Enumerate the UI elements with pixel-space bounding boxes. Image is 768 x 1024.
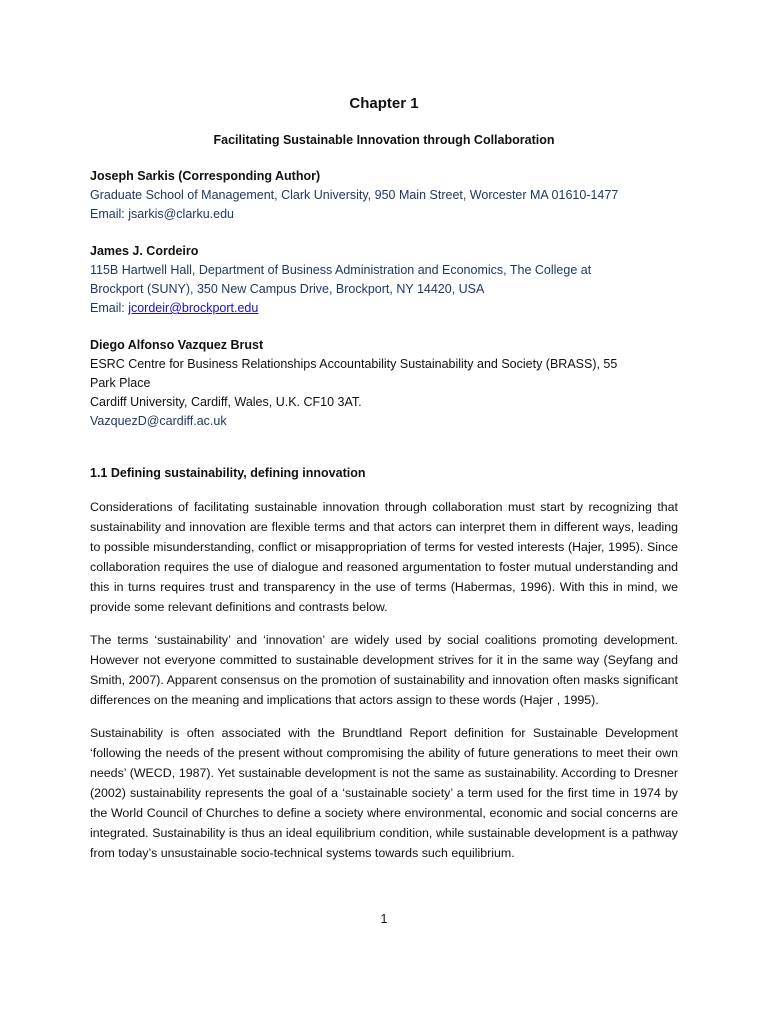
author-affiliation-line: Park Place [90, 376, 151, 390]
email-link[interactable]: jcordeir@brockport.edu [128, 301, 259, 315]
author-name: James J. Cordeiro [90, 244, 199, 258]
chapter-heading: Chapter 1 [349, 95, 419, 112]
page-number: 1 [380, 912, 388, 926]
author-block-vazquez-brust [90, 336, 690, 431]
author-block-sarkis [90, 167, 690, 224]
author-email-line [90, 299, 690, 318]
author-affiliation-line: Brockport (SUNY), 350 New Campus Drive, Brockport, NY 14420, USA [90, 282, 485, 296]
body-paragraph: The terms ‘sustainability’ and ‘innovation’ are widely used by social coalitions promoting development. However not everyone committed to sustainable development strives for it in the same way (Seyfang and Smith, 2007). Apparent consensus on the promotion of sustainability and innovation often masks significant differences on the meaning and implications that actors assign to these words (Hajer , 1995). [90, 633, 678, 707]
paper-title: Facilitating Sustainable Innovation through Collaboration [213, 133, 555, 147]
author-name: Diego Alfonso Vazquez Brust [90, 338, 264, 352]
author-email: VazquezD@cardiff.ac.uk [90, 414, 227, 428]
body-paragraph: Sustainability is often associated with the Brundtland Report definition for Sustainable Development ‘following the needs of the present without compromising the ability of future generations to meet their own needs’ (WECD, 1987). Yet sustainable development is not the same as sustainability. According to Dresner (2002) sustainability represents the goal of a ‘sustainable society’ a term used for the first time in 1974 by the World Council of Churches to define a society where environmental, economic and social concerns are integrated. Sustainability is thus an ideal equilibrium condition, while sustainable development is a pathway from today’s unsustainable socio-technical systems towards such equilibrium. [90, 726, 678, 860]
email-prefix: Email: [90, 301, 129, 315]
body-paragraph: Considerations of facilitating sustainable innovation through collaboration must start by recognizing that sustainability and innovation are flexible terms and that actors can interpret them in different ways, leading to possible misunderstanding, conflict or misappropriation of terms for vested interests (Hajer, 1995). Since collaboration requires the use of dialogue and reasoned argumentation to foster mutual understanding and this in turns requires trust and transparency in the use of terms (Habermas, 1996). With this in mind, we provide some relevant definitions and contrasts below. [90, 500, 678, 614]
section-heading: 1.1 Defining sustainability, defining innovation [90, 466, 366, 480]
author-email: Email: jsarkis@clarku.edu [90, 207, 234, 221]
author-affiliation: Graduate School of Management, Clark University, 950 Main Street, Worcester MA 01610-1477 [90, 188, 619, 202]
author-affiliation-line: Cardiff University, Cardiff, Wales, U.K. CF10 3AT. [90, 395, 362, 409]
author-affiliation-line: ESRC Centre for Business Relationships Accountability Sustainability and Society (BRASS), 55 [90, 357, 618, 371]
author-block-cordeiro [90, 242, 690, 318]
author-affiliation-line: 115B Hartwell Hall, Department of Business Administration and Economics, The College at [90, 263, 592, 277]
section-body [90, 497, 678, 876]
author-name: Joseph Sarkis (Corresponding Author) [90, 169, 321, 183]
author-list [90, 167, 690, 449]
